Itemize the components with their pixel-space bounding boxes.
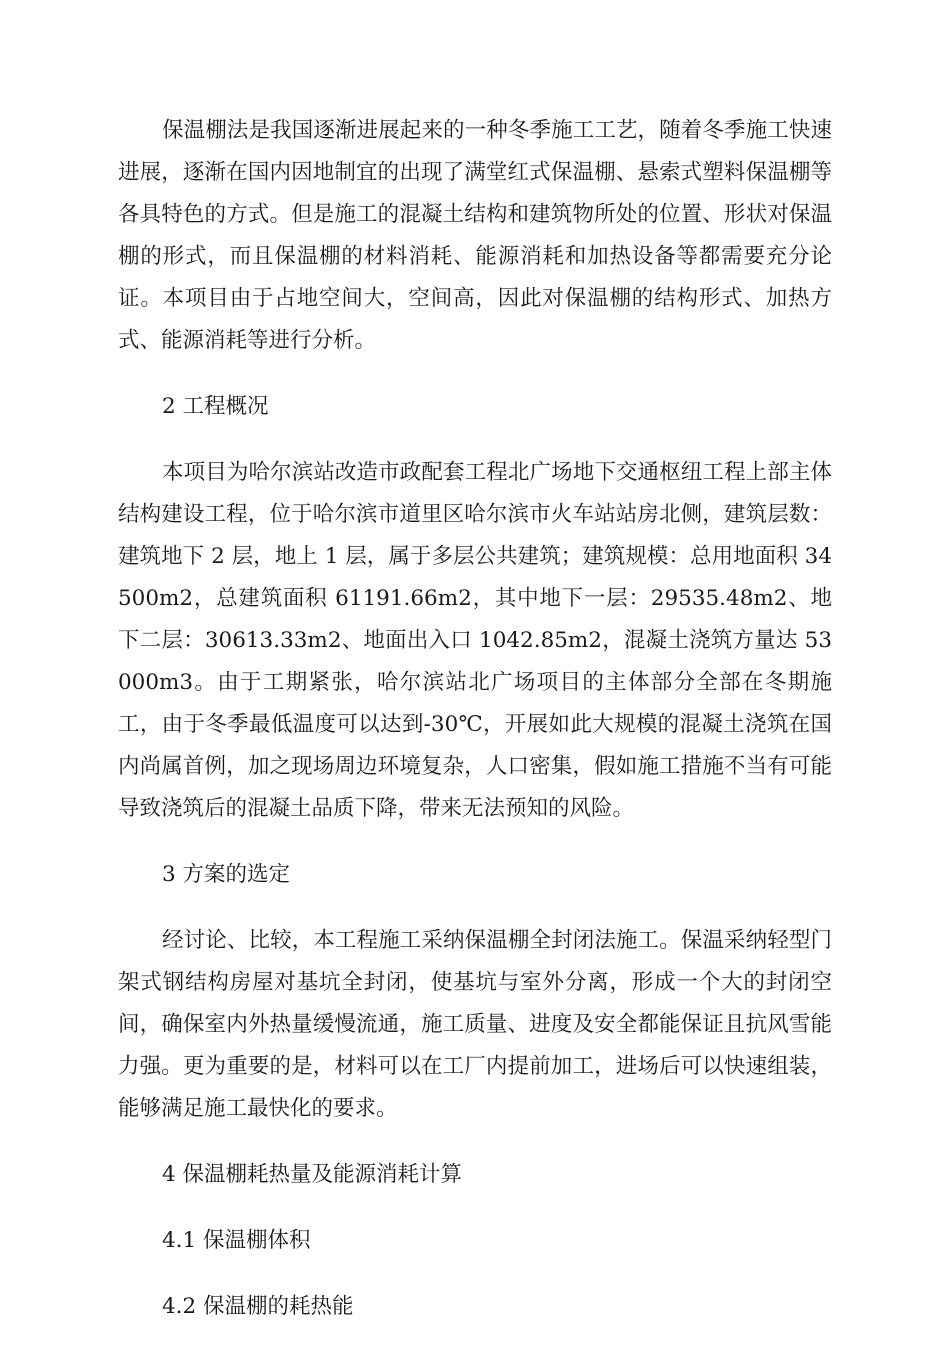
subsection-heading-shed-volume: 4.1 保温棚体积 (162, 1228, 311, 1253)
section-heading-plan-selection: 3 方案的选定 (162, 862, 291, 887)
project-overview-paragraph: 本项目为哈尔滨站改造市政配套工程北广场地下交通枢纽工程上部主体结构建设工程，位于哈尔滨市道里区哈尔滨市火车站站房北侧，建筑层数：建筑地下 2 层，地上 1 层，属于多层公共建筑；建筑规模：总用地面积 34500m2，总建筑面积 61191.66m2，其中地下一层：29535.48m2、地下二层：30613.33m2、地面出入口 1042.85m2，混凝土浇筑方量达 53000m3。由于工期紧张，哈尔滨站北广场项目的主体部分全部在冬期施工，由于冬季最低温度可以达到-30℃，开展如此大规模的混凝土浇筑在国内尚属首例，加之现场周边环境复杂，人口密集，假如施工措施不当有可能导致浇筑后的混凝土品质下降，带来无法预知的风险。 (118, 460, 832, 821)
subsection-heading-shed-heat-consumption: 4.2 保温棚的耗热能 (162, 1294, 354, 1319)
section-heading-heat-calculation: 4 保温棚耗热量及能源消耗计算 (162, 1162, 463, 1187)
document-body (118, 110, 832, 1352)
plan-selection-paragraph: 经讨论、比较，本工程施工采纳保温棚全封闭法施工。保温采纳轻型门架式钢结构房屋对基坑全封闭，使基坑与室外分离，形成一个大的封闭空间，确保室内外热量缓慢流通，施工质量、进度及安全都能保证且抗风雪能力强。更为重要的是，材料可以在工厂内提前加工，进场后可以快速组装，能够满足施工最快化的要求。 (118, 928, 832, 1121)
section-heading-project-overview: 2 工程概况 (162, 394, 269, 419)
intro-paragraph: 保温棚法是我国逐渐进展起来的一种冬季施工工艺，随着冬季施工快速进展，逐渐在国内因地制宜的出现了满堂红式保温棚、悬索式塑料保温棚等各具特色的方式。但是施工的混凝土结构和建筑物所处的位置、形状对保温棚的形式，而且保温棚的材料消耗、能源消耗和加热设备等都需要充分论证。本项目由于占地空间大，空间高，因此对保温棚的结构形式、加热方式、能源消耗等进行分析。 (118, 118, 832, 353)
